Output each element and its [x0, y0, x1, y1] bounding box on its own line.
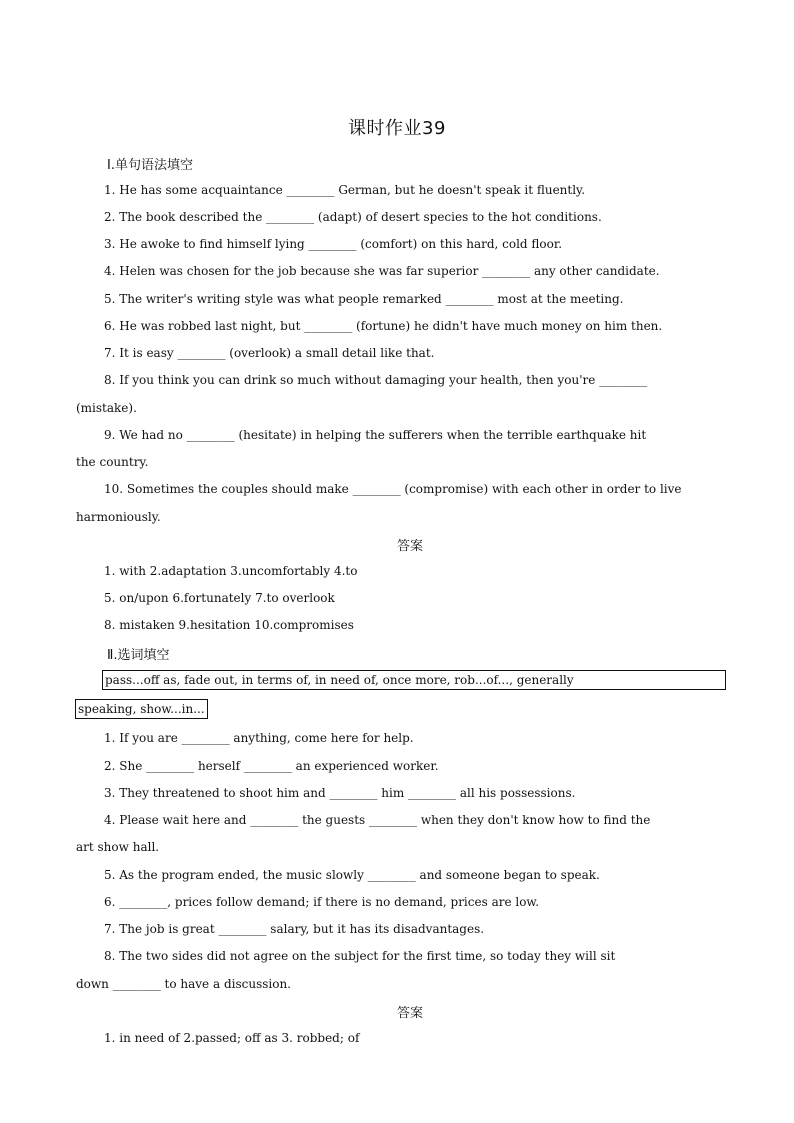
question-line: 5. The writer's writing style was what people remarked ________ most at the meeting.	[104, 292, 624, 306]
question-line: harmoniously.	[76, 510, 161, 524]
word-box-text: pass...off as, fade out, in terms of, in need of, once more, rob...of..., generally	[105, 673, 574, 687]
question-line: 2. She ________ herself ________ an experienced worker.	[104, 759, 439, 773]
question-line: 6. He was robbed last night, but ________ (fortune) he didn't have much money on him then.	[104, 319, 663, 333]
question-line: 1. If you are ________ anything, come here for help.	[104, 731, 414, 745]
question-line: 7. The job is great ________ salary, but it has its disadvantages.	[104, 922, 485, 936]
question-line: 7. It is easy ________ (overlook) a small detail like that.	[104, 346, 435, 360]
word-box-text: speaking, show...in...	[78, 702, 205, 716]
answer-line: 1. in need of 2.passed; off as 3. robbed; of	[104, 1031, 360, 1045]
question-line: 4. Please wait here and ________ the guests ________ when they don't know how to find the	[104, 813, 651, 827]
section-2-heading: Ⅱ.选词填空	[107, 648, 170, 663]
answer-line: 5. on/upon 6.fortunately 7.to overlook	[104, 591, 335, 605]
question-line: the country.	[76, 455, 149, 469]
word-box-line-1	[102, 670, 726, 690]
question-line: down ________ to have a discussion.	[76, 977, 291, 991]
question-line: 2. The book described the ________ (adapt) of desert species to the hot conditions.	[104, 210, 602, 224]
question-line: 1. He has some acquaintance ________ German, but he doesn't speak it fluently.	[104, 183, 586, 197]
question-line: (mistake).	[76, 401, 137, 415]
answer-heading: 答案	[396, 539, 423, 554]
page-title: 课时作业39	[348, 118, 446, 139]
question-line: art show hall.	[76, 840, 160, 854]
answer-line: 1. with 2.adaptation 3.uncomfortably 4.to	[104, 564, 358, 578]
answer-heading: 答案	[396, 1006, 423, 1021]
question-line: 3. He awoke to find himself lying ________ (comfort) on this hard, cold floor.	[104, 237, 563, 251]
word-box-line-2	[75, 699, 208, 719]
question-line: 4. Helen was chosen for the job because she was far superior ________ any other candidate.	[104, 264, 660, 278]
answer-line: 8. mistaken 9.hesitation 10.compromises	[104, 618, 354, 632]
question-line: 3. They threatened to shoot him and ________ him ________ all his possessions.	[104, 786, 576, 800]
section-1-heading: Ⅰ.单句语法填空	[107, 158, 193, 173]
question-line: 5. As the program ended, the music slowly ________ and someone began to speak.	[104, 868, 600, 882]
question-line: 9. We had no ________ (hesitate) in helping the sufferers when the terrible earthquake hit	[104, 428, 647, 442]
question-line: 6. ________, prices follow demand; if there is no demand, prices are low.	[104, 895, 540, 909]
question-line: 10. Sometimes the couples should make ________ (compromise) with each other in order to live	[104, 482, 682, 496]
question-line: 8. If you think you can drink so much without damaging your health, then you're ________	[104, 373, 648, 387]
question-line: 8. The two sides did not agree on the subject for the first time, so today they will sit	[104, 949, 616, 963]
